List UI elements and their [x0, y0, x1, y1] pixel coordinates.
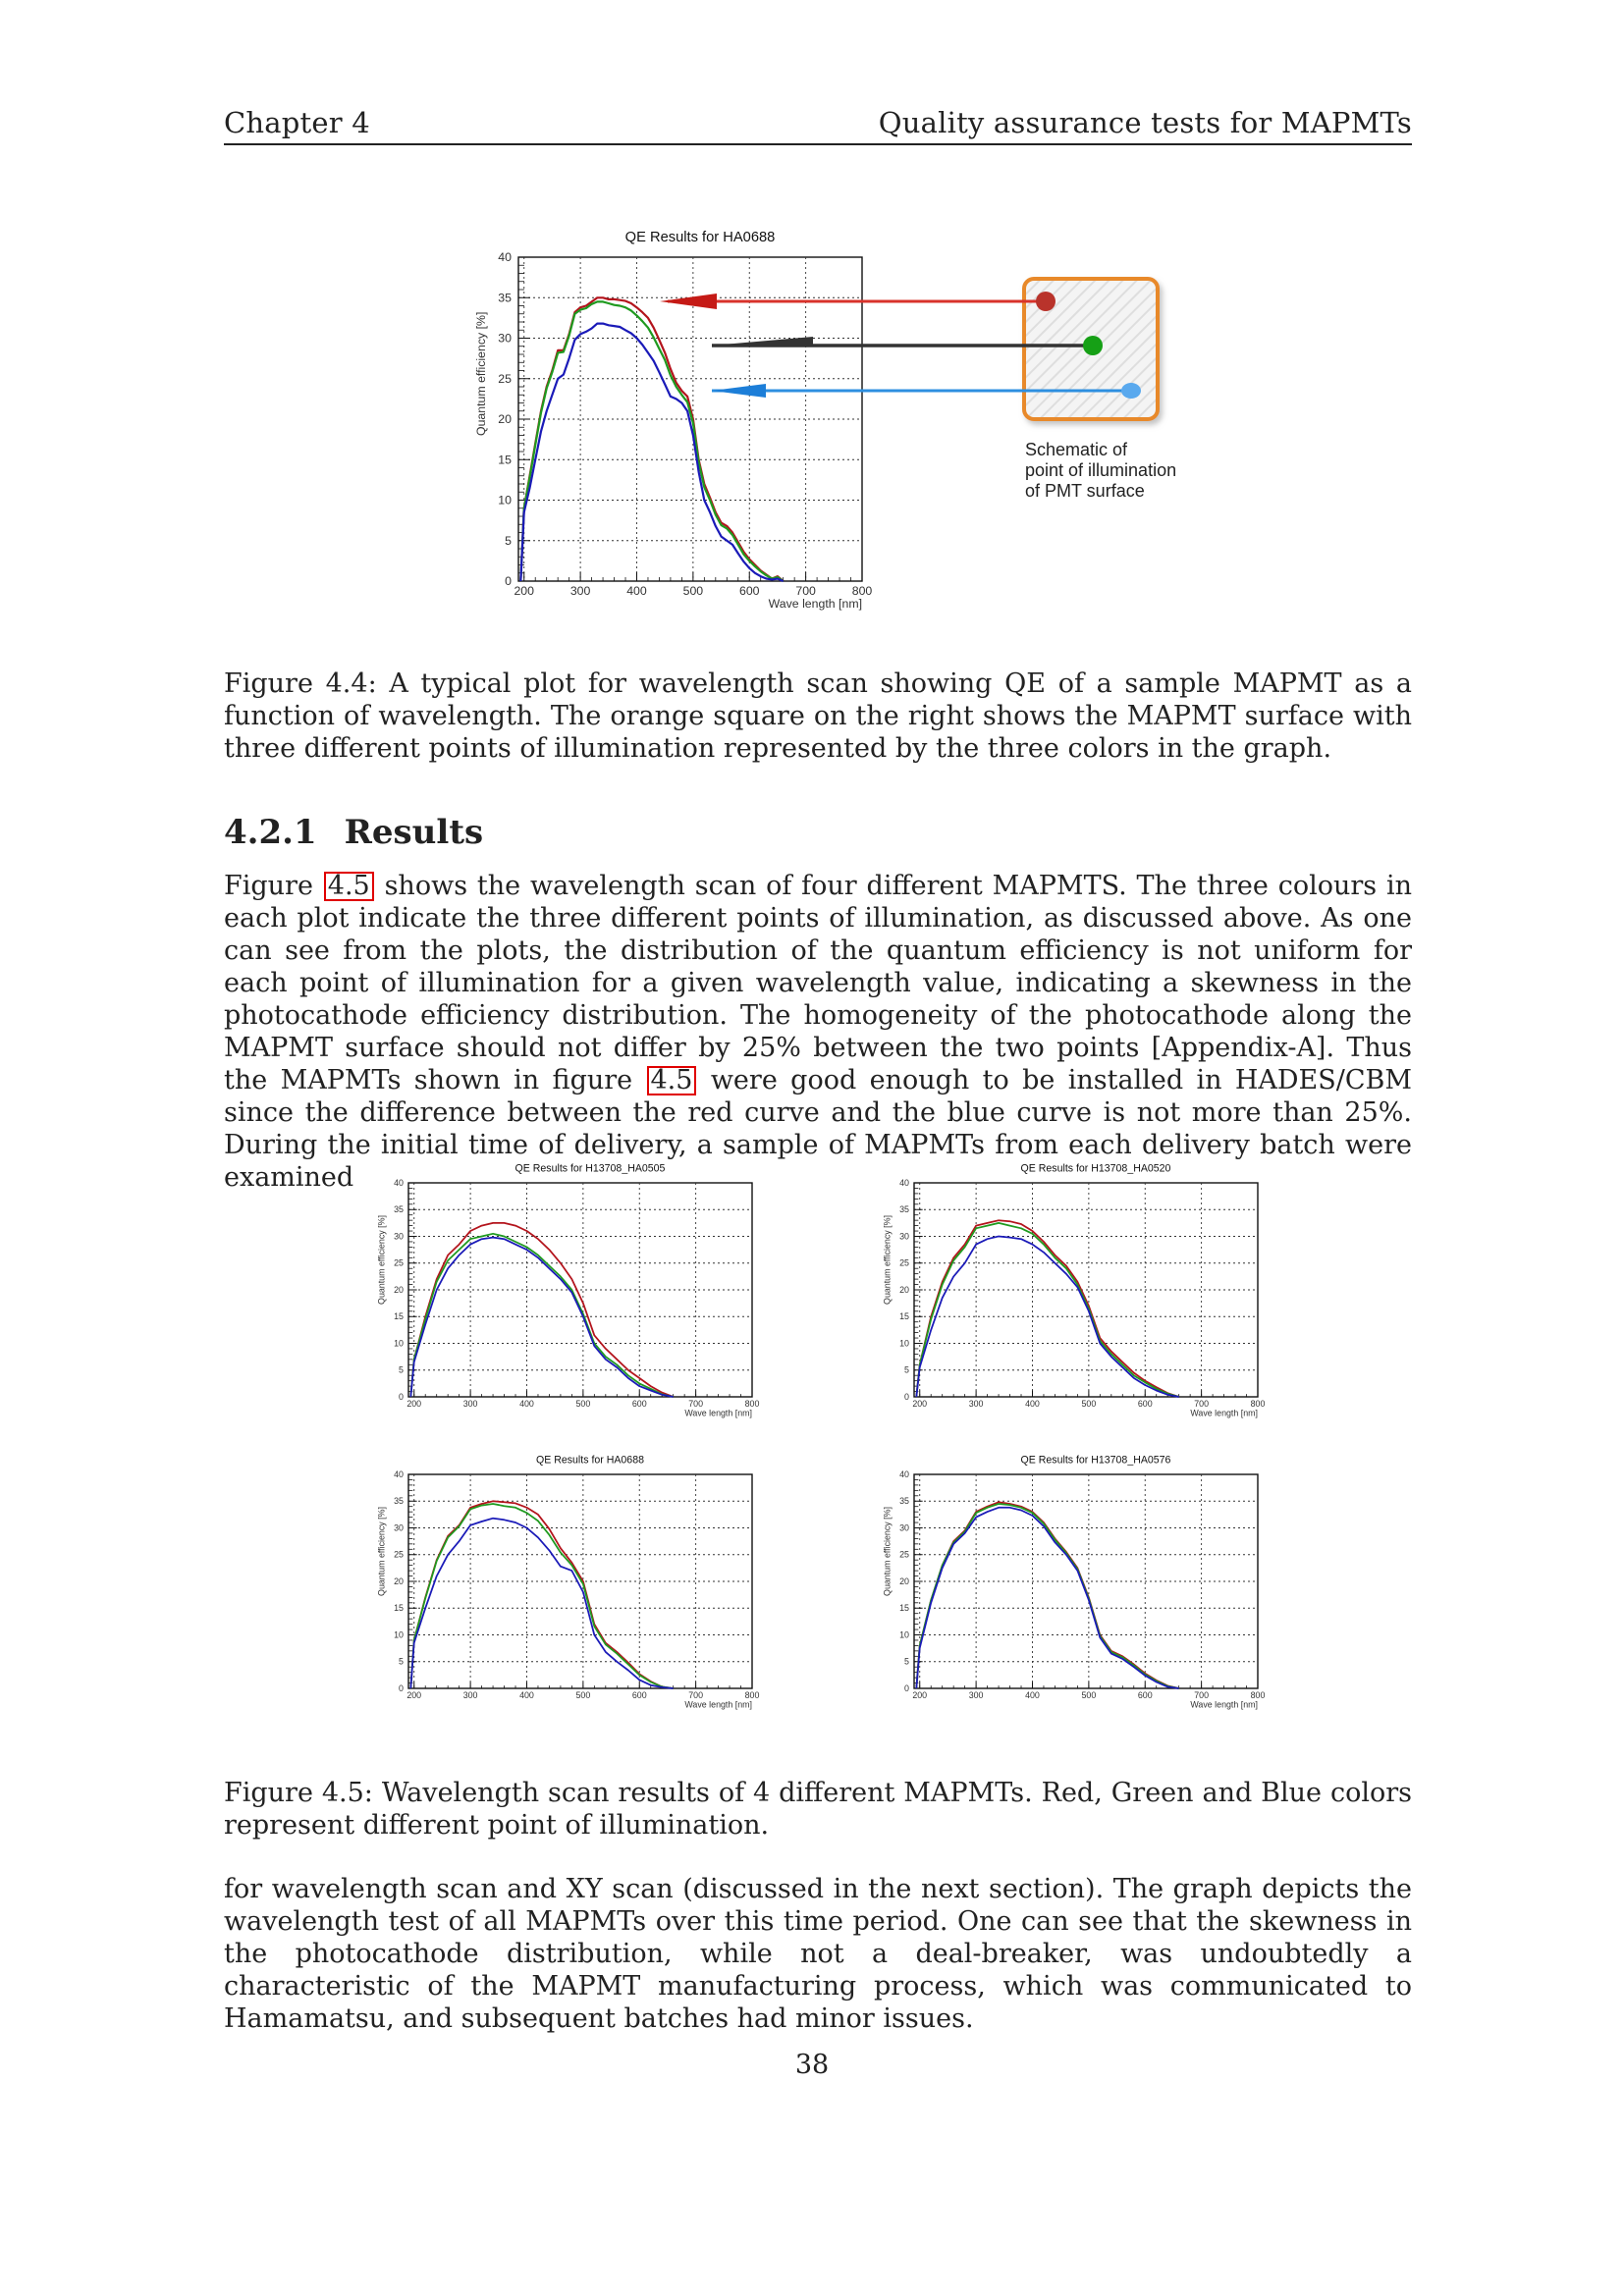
figure-4-4 — [432, 206, 1218, 618]
x-tick-label: 400 — [519, 1690, 534, 1701]
x-tick-label: 300 — [462, 1690, 478, 1701]
series-red-line — [410, 1223, 673, 1397]
x-tick-label: 200 — [406, 1399, 422, 1410]
y-tick-label: 25 — [899, 1549, 909, 1560]
y-tick-label: 0 — [904, 1391, 909, 1402]
chart-ha0576 — [883, 1454, 1266, 1709]
chart-ha0688 — [377, 1454, 760, 1709]
figure-4-5-caption: Figure 4.5: Wavelength scan results of 4 different MAPMTs. Red, Green and Blue colors represent different point of illumination. — [224, 1778, 1412, 1841]
chart-title: QE Results for H13708_HA0520 — [1020, 1162, 1171, 1175]
x-tick-label: 600 — [1137, 1690, 1153, 1701]
y-tick-label: 5 — [904, 1656, 909, 1667]
schematic-label-3: of PMT surface — [1025, 481, 1145, 501]
x-tick-label: 600 — [631, 1399, 647, 1410]
y-tick-label: 40 — [498, 250, 512, 264]
y-tick-label: 15 — [899, 1603, 909, 1614]
y-tick-label: 35 — [394, 1496, 404, 1507]
y-tick-label: 5 — [399, 1656, 404, 1667]
section-title: Results — [344, 813, 484, 852]
x-tick-label: 500 — [575, 1399, 591, 1410]
y-tick-label: 30 — [394, 1231, 404, 1242]
x-tick-label: 200 — [406, 1690, 422, 1701]
y-tick-label: 20 — [899, 1575, 909, 1586]
series-red-line — [410, 1501, 673, 1688]
x-tick-label: 300 — [462, 1399, 478, 1410]
chart-title: QE Results for HA0688 — [624, 230, 776, 245]
y-tick-label: 20 — [394, 1575, 404, 1586]
y-axis-label: Quantum efficiency [%] — [882, 1507, 893, 1596]
point-blue — [1121, 383, 1141, 399]
chart-title: QE Results for H13708_HA0505 — [514, 1162, 666, 1175]
y-tick-label: 0 — [505, 574, 512, 588]
page-number: 38 — [794, 2050, 830, 2080]
y-tick-label: 40 — [899, 1177, 909, 1188]
y-tick-label: 25 — [899, 1257, 909, 1268]
x-axis-label: Wave length [nm] — [684, 1699, 752, 1710]
y-tick-label: 20 — [899, 1284, 909, 1295]
x-tick-label: 700 — [1194, 1399, 1210, 1410]
y-tick-label: 35 — [899, 1204, 909, 1215]
y-tick-label: 5 — [904, 1364, 909, 1375]
point-red — [1036, 292, 1056, 311]
x-tick-label: 300 — [968, 1690, 984, 1701]
x-tick-label: 700 — [688, 1399, 704, 1410]
x-axis-label: Wave length [nm] — [1190, 1408, 1258, 1418]
y-tick-label: 15 — [899, 1311, 909, 1322]
y-tick-label: 25 — [394, 1549, 404, 1560]
x-tick-label: 800 — [1250, 1399, 1266, 1410]
y-tick-label: 15 — [394, 1603, 404, 1614]
arrow-red — [660, 294, 1041, 309]
y-tick-label: 35 — [498, 291, 512, 305]
x-tick-label: 200 — [912, 1399, 928, 1410]
paragraph-2: for wavelength scan and XY scan (discussed in the next section). The graph depicts the wavelength test of all MAPMTs over this time period. One can see that the skewness in the photocathode distribution, while not a deal-breaker, was undoubtedly a characteristic of the MAPMT manufacturing process, which was communicated to Hamamatsu, and subsequent batches had minor issues. — [224, 1874, 1412, 2034]
y-tick-label: 5 — [399, 1364, 404, 1375]
y-tick-label: 30 — [394, 1522, 404, 1533]
figure-4-4-caption: Figure 4.4: A typical plot for wavelength scan showing QE of a sample MAPMT as a function of wavelength. The orange square on the right shows the MAPMT surface with three different points of illumination represented by the three colors in the graph. — [224, 668, 1412, 764]
y-tick-label: 15 — [498, 453, 512, 467]
chapter-title: Quality assurance tests for MAPMTs — [878, 106, 1412, 139]
figure-ref-link[interactable]: 4.5 — [324, 872, 374, 901]
chart-title: QE Results for HA0688 — [536, 1454, 644, 1467]
y-axis-label: Quantum efficiency [%] — [474, 311, 488, 436]
x-tick-label: 500 — [682, 584, 704, 598]
point-green — [1083, 336, 1103, 355]
x-tick-label: 200 — [514, 584, 535, 598]
x-tick-label: 700 — [688, 1690, 704, 1701]
chart-ha0520 — [883, 1162, 1266, 1417]
x-tick-label: 600 — [738, 584, 760, 598]
series-red-line — [520, 297, 783, 581]
x-tick-label: 400 — [626, 584, 647, 598]
y-tick-label: 20 — [498, 412, 512, 426]
x-tick-label: 300 — [569, 584, 591, 598]
series-green-line — [916, 1223, 1178, 1397]
chart-main — [474, 230, 872, 611]
x-tick-label: 500 — [575, 1690, 591, 1701]
y-tick-label: 35 — [899, 1496, 909, 1507]
chart-ha0505 — [377, 1162, 760, 1417]
y-tick-label: 30 — [498, 331, 512, 346]
x-tick-label: 300 — [968, 1399, 984, 1410]
y-tick-label: 40 — [899, 1468, 909, 1479]
x-tick-label: 800 — [744, 1399, 760, 1410]
p1-text-c: were good enough to be installed in HADES/CBM since the difference between the red curve and the blue curve is not more than 25%. During the initial time of delivery, a sample of MAPMTs from each delivery batch were examined — [224, 1065, 1412, 1193]
y-tick-label: 25 — [498, 371, 512, 386]
x-tick-label: 600 — [631, 1690, 647, 1701]
y-tick-label: 10 — [394, 1629, 404, 1640]
x-tick-label: 800 — [1250, 1690, 1266, 1701]
chart-title: QE Results for H13708_HA0576 — [1020, 1454, 1171, 1467]
section-number: 4.2.1 — [224, 813, 317, 852]
x-tick-label: 400 — [1025, 1690, 1040, 1701]
y-tick-label: 10 — [899, 1338, 909, 1349]
y-tick-label: 25 — [394, 1257, 404, 1268]
y-tick-label: 30 — [899, 1522, 909, 1533]
series-green-line — [410, 1234, 673, 1397]
y-tick-label: 10 — [394, 1338, 404, 1349]
y-tick-label: 15 — [394, 1311, 404, 1322]
p1-text-b: shows the wavelength scan of four different MAPMTS. The three colours in each plot indicate the three different points of illumination, as discussed above. As one can see from the plots, the distribution of the quantum efficiency is not uniform for each point of illumination for a given wavelength value, indicating a skewness in the photocathode efficiency distribution. The homogeneity of the photocathode along the MAPMT surface should not differ by 25% between the two points [Appendix-A]. Thus the MAPMTs shown in figure — [224, 871, 1413, 1095]
p1-text-a: Figure — [224, 871, 323, 901]
series-blue-line — [410, 1238, 673, 1397]
paragraph-1 — [224, 870, 1412, 1194]
figure-ref-link[interactable]: 4.5 — [647, 1066, 697, 1095]
series-blue-line — [410, 1519, 673, 1688]
x-tick-label: 700 — [1194, 1690, 1210, 1701]
y-axis-label: Quantum efficiency [%] — [882, 1215, 893, 1305]
x-tick-label: 700 — [795, 584, 816, 598]
series-green-line — [410, 1504, 673, 1688]
header-rule — [224, 143, 1412, 145]
y-axis-label: Quantum efficiency [%] — [376, 1507, 387, 1596]
pmt-schematic — [660, 279, 1176, 501]
y-axis-label: Quantum efficiency [%] — [376, 1215, 387, 1305]
figure-4-5 — [324, 1158, 1306, 1742]
schematic-label-1: Schematic of — [1025, 440, 1128, 459]
y-tick-label: 10 — [899, 1629, 909, 1640]
x-tick-label: 800 — [851, 584, 873, 598]
x-tick-label: 500 — [1081, 1690, 1097, 1701]
series-blue-line — [520, 324, 783, 581]
section-heading — [224, 813, 483, 852]
x-axis-label: Wave length [nm] — [768, 597, 862, 611]
schematic-label-2: point of illumination — [1025, 460, 1177, 480]
x-tick-label: 600 — [1137, 1399, 1153, 1410]
x-tick-label: 500 — [1081, 1399, 1097, 1410]
y-tick-label: 0 — [904, 1682, 909, 1693]
y-tick-label: 35 — [394, 1204, 404, 1215]
y-tick-label: 5 — [505, 533, 512, 548]
chapter-label: Chapter 4 — [224, 106, 370, 139]
y-tick-label: 10 — [498, 493, 512, 507]
y-tick-label: 40 — [394, 1468, 404, 1479]
y-tick-label: 0 — [399, 1682, 404, 1693]
x-tick-label: 800 — [744, 1690, 760, 1701]
y-tick-label: 20 — [394, 1284, 404, 1295]
y-tick-label: 0 — [399, 1391, 404, 1402]
y-tick-label: 30 — [899, 1231, 909, 1242]
x-tick-label: 400 — [519, 1399, 534, 1410]
x-axis-label: Wave length [nm] — [684, 1408, 752, 1418]
x-tick-label: 200 — [912, 1690, 928, 1701]
x-axis-label: Wave length [nm] — [1190, 1699, 1258, 1710]
y-tick-label: 40 — [394, 1177, 404, 1188]
x-tick-label: 400 — [1025, 1399, 1040, 1410]
